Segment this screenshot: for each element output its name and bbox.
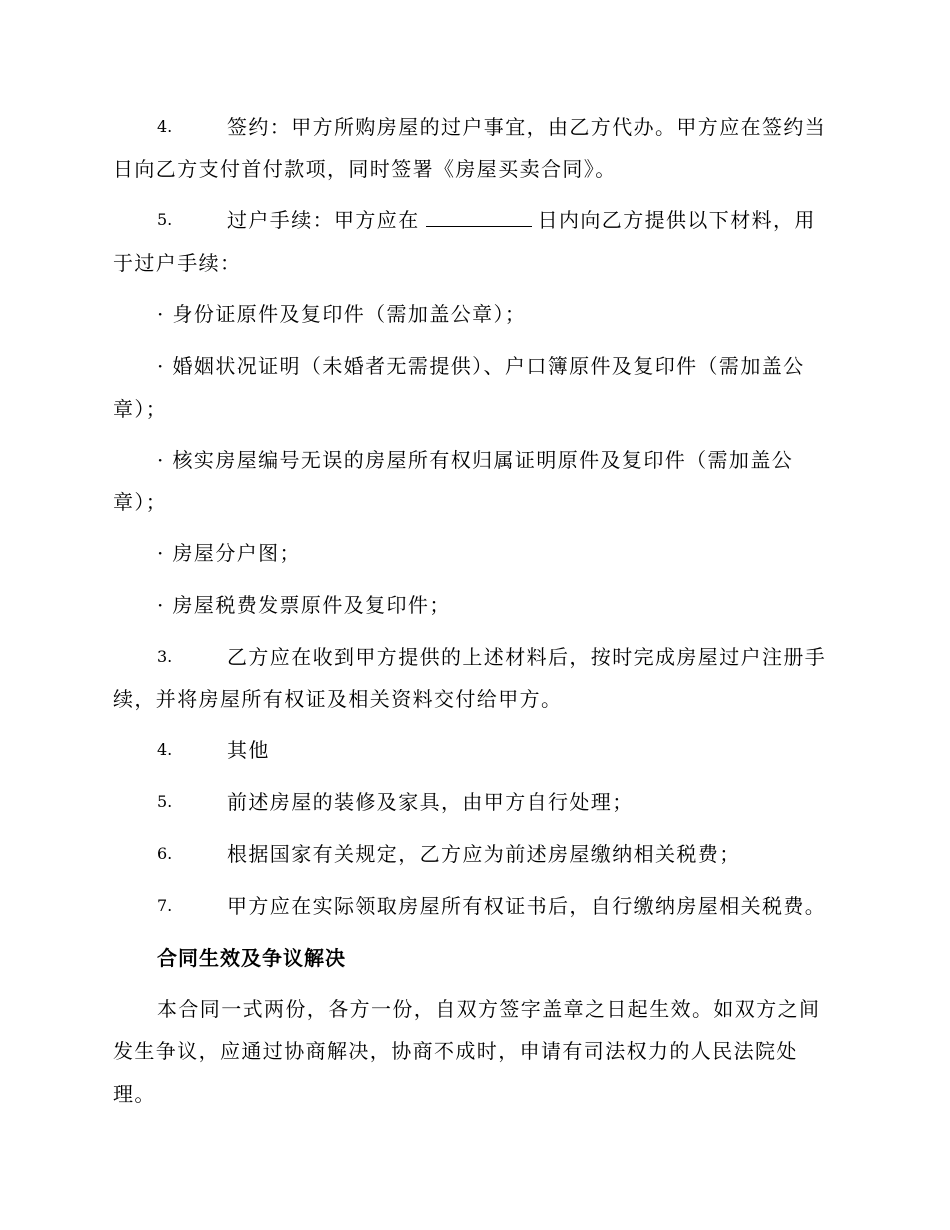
clause-item [0,637,950,677]
clause-text [227,200,816,240]
clause-text-before-blank: 过户手续：甲方应在 [227,208,420,232]
clause-number: 4. [157,740,173,759]
paragraph-line: 本合同一式两份，各方一份，自双方签字盖章之日起生效。如双方之间 [157,997,821,1021]
clause-number: 7. [157,896,173,915]
bullet-continuation: 章）； [113,397,168,421]
clause-text: 甲方应在实际领取房屋所有权证书后，自行缴纳房屋相关税费。 [227,894,827,918]
clause-text: 根据国家有关规定，乙方应为前述房屋缴纳相关税费； [227,842,741,866]
bullet-item: · 核实房屋编号无误的房屋所有权归属证明原件及复印件（需加盖公 [157,448,794,472]
clause-continuation: 日向乙方支付首付款项，同时签署《房屋买卖合同》。 [113,157,617,181]
bullet-item: · 身份证原件及复印件（需加盖公章）； [157,302,527,326]
clause-number: 5. [157,210,173,229]
paragraph-line: 理。 [113,1082,156,1106]
clause-item [0,107,950,147]
bullet-item: · 房屋税费发票原件及复印件； [157,593,451,617]
clause-text: 其他 [227,738,270,762]
clause-text-after-blank: 日内向乙方提供以下材料，用 [537,208,816,232]
clause-item [0,782,950,822]
clause-item [0,200,950,240]
clause-number: 5. [157,792,173,811]
clause-text: 乙方应在收到甲方提供的上述材料后，按时完成房屋过户注册手 [227,645,827,669]
clause-continuation: 于过户手续： [113,251,242,275]
clause-text: 前述房屋的装修及家具，由甲方自行处理； [227,790,634,814]
bullet-item: · 房屋分户图； [157,541,301,565]
clause-number: 3. [157,647,173,666]
bullet-item: · 婚姻状况证明（未婚者无需提供）、户口簿原件及复印件（需加盖公 [157,354,805,378]
section-heading: 合同生效及争议解决 [157,946,346,970]
clause-item [0,730,950,770]
clause-item [0,834,950,874]
clause-text: 签约：甲方所购房屋的过户事宜，由乙方代办。甲方应在签约当 [227,115,827,139]
bullet-continuation: 章）； [113,490,168,514]
clause-number: 6. [157,844,173,863]
fill-in-blank[interactable] [426,204,532,227]
paragraph-line: 发生争议，应通过协商解决，协商不成时，申请有司法权力的人民法院处 [113,1039,798,1063]
clause-number: 4. [157,117,173,136]
clause-item [0,886,950,926]
clause-continuation: 续，并将房屋所有权证及相关资料交付给甲方。 [113,687,563,711]
